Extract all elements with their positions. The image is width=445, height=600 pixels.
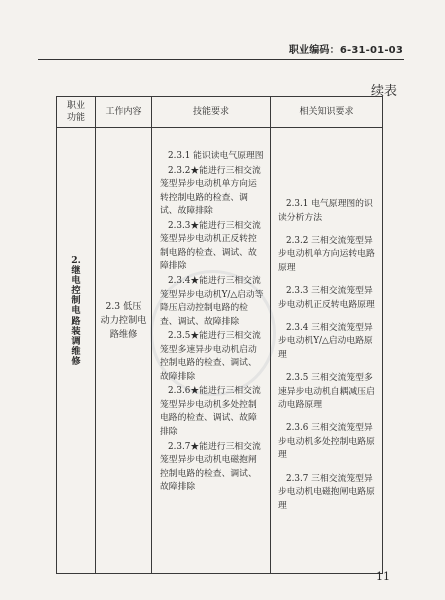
occupation-function-text xyxy=(59,256,93,367)
header-skill-requirements: 技能要求 xyxy=(152,97,271,128)
work-content-line: 路维修 xyxy=(109,329,138,340)
page-number: 11 xyxy=(376,570,390,583)
occupation-function-char: 控 xyxy=(71,285,81,297)
occupation-function-char: 电 xyxy=(71,275,81,287)
knowledge-item: 2.3.3 三相交流笼型异步电动机正反转电路原理 xyxy=(278,286,375,310)
header-work-content: 工作内容 xyxy=(96,97,152,128)
work-content-line: 动力控制电 xyxy=(100,315,147,326)
header-occupation-function-line: 功能 xyxy=(66,113,85,123)
header-occupation-function-line: 职业 xyxy=(66,101,85,111)
header-occupation-function xyxy=(57,97,96,128)
occupation-function-char: 维 xyxy=(71,345,81,357)
skill-item: 2.3.4★能进行三相交流笼型异步电动机Y/△启动等降压启动控制电路的检查、调试、故障排除 xyxy=(160,276,264,327)
skill-item: 2.3.7★能进行三相交流笼型异步电动机电磁抱闸控制电路的检查、调试、故障排除 xyxy=(160,441,261,493)
knowledge-cell xyxy=(271,128,383,574)
work-content-cell xyxy=(96,128,152,574)
occupation-function-cell xyxy=(57,128,96,574)
occupation-function-char: 2. xyxy=(71,255,81,266)
occupation-function-char: 调 xyxy=(71,335,81,347)
table-row xyxy=(57,128,383,574)
occupation-function-char: 路 xyxy=(71,315,81,327)
knowledge-item: 2.3.2 三相交流笼型异步电动机单方向运转电路原理 xyxy=(278,235,375,273)
skill-item: 2.3.2★能进行三相交流笼型异步电动机单方向运转控制电路的检查、调试、故障排除 xyxy=(160,165,261,217)
knowledge-item: 2.3.4 三相交流笼型异步电动机Y/△启动电路原理 xyxy=(278,322,373,360)
skills-table xyxy=(56,96,383,574)
skill-item: 2.3.5★能进行三相交流笼型多速异步电动机启动控制电路的检查、调试、故障排除 xyxy=(160,331,261,382)
knowledge-list xyxy=(278,198,377,523)
occupation-function-char: 继 xyxy=(71,265,81,277)
occupation-code: 职业编码：6-31-01-03 xyxy=(288,45,403,56)
skills-list xyxy=(160,150,264,496)
skill-item: 2.3.1 能识读电气原理图 xyxy=(168,151,264,161)
occupation-function-char: 制 xyxy=(71,295,81,307)
skills-cell xyxy=(152,128,271,574)
skill-item: 2.3.3★能进行三相交流笼型异步电动机正反转控制电路的检查、调试、故障排除 xyxy=(160,220,261,272)
knowledge-item: 2.3.6 三相交流笼型异步电动机多处控制电路原理 xyxy=(278,423,375,461)
occupation-function-char: 修 xyxy=(71,355,81,367)
continued-label: 续表 xyxy=(370,84,397,99)
knowledge-item: 2.3.5 三相交流笼型多速异步电动机自耦减压启动电路原理 xyxy=(278,373,375,411)
work-content-text xyxy=(96,300,151,342)
knowledge-item: 2.3.7 三相交流笼型异步电动机电磁抱闸电路原理 xyxy=(278,473,375,511)
occupation-function-char: 电 xyxy=(71,305,81,317)
header-rule xyxy=(38,59,404,60)
occupation-function-char: 装 xyxy=(71,325,81,337)
header-knowledge-requirements: 相关知识要求 xyxy=(271,97,383,128)
knowledge-item: 2.3.1 电气原理图的识读分析方法 xyxy=(278,199,373,223)
skill-item: 2.3.6★能进行三相交流笼型异步电动机多处控制电路的检查、调试、故障排除 xyxy=(160,386,261,437)
table-header-row xyxy=(57,97,383,128)
work-content-line: 2.3 低压 xyxy=(105,301,142,312)
